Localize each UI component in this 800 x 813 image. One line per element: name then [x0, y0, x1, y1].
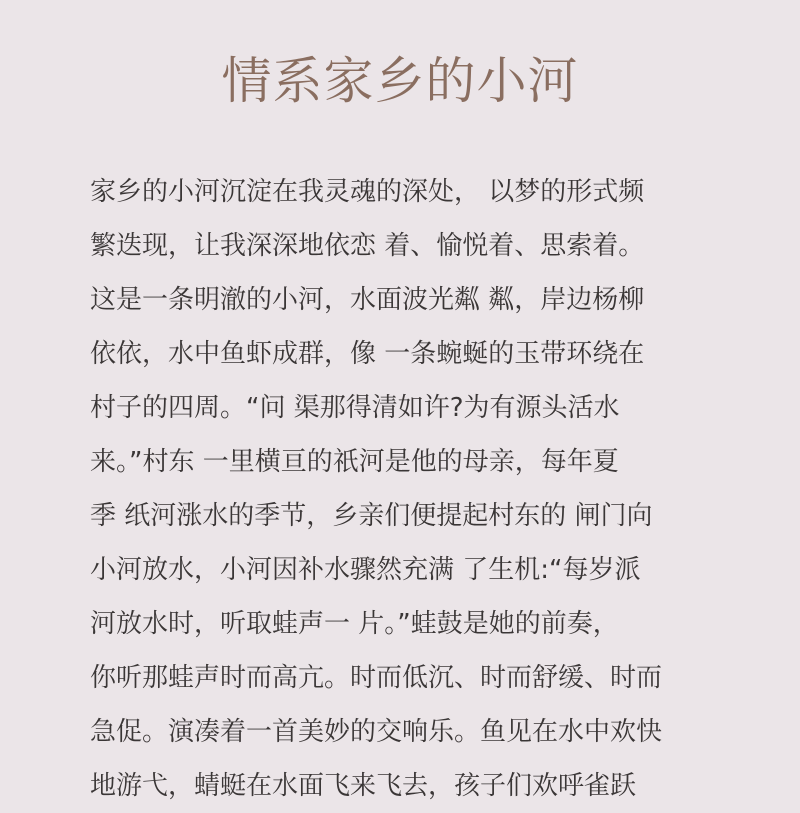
article-line: 村子的四周。“问 渠那得清如许?为有源头活水	[90, 393, 620, 423]
article-line: 急促。演凑着一首美妙的交响乐。鱼见在水中欢快	[90, 717, 663, 747]
article-line: 地游弋，蜻蜓在水面飞来飞去，孩子们欢呼雀跃	[90, 771, 637, 801]
article-title: 情系家乡的小河	[221, 52, 579, 110]
article-line: 季 纸河涨水的季节，乡亲们便提起村东的 闸门向	[90, 501, 653, 531]
article-line: 来。”村东 一里横亘的祇河是他的母亲，每年夏	[90, 447, 619, 477]
article-line: 依依，水中鱼虾成群，像 一条蜿蜒的玉带环绕在	[90, 339, 645, 369]
article-line: 河放水时，听取蛙声一 片。”蛙鼓是她的前奏，	[90, 609, 619, 639]
article-line: 这是一条明澈的小河，水面波光粼 粼，岸边杨柳	[90, 285, 645, 315]
article-line: 你听那蛙声时而高亢。时而低沉、时而舒缓、时而	[90, 663, 663, 693]
article-line: 家乡的小河沉淀在我灵魂的深处， 以梦的形式频	[90, 177, 645, 207]
article-line: 小河放水，小河因补水骤然充满 了生机:“每岁派	[90, 555, 641, 585]
article-body	[90, 165, 730, 813]
article-line: 繁迭现，让我深深地依恋 着、愉悦着、思索着。	[90, 231, 645, 261]
